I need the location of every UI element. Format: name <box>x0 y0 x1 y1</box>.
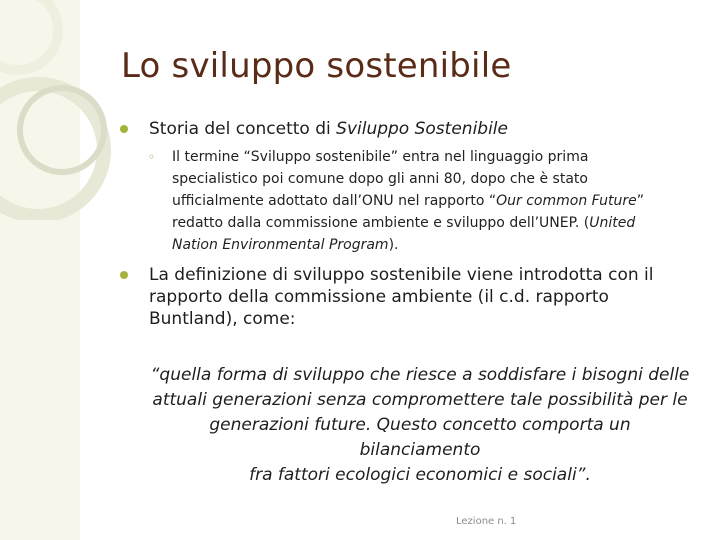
subbullet-line-2: specialistico poi comune dopo gli anni 80, dopo che è stato <box>172 171 588 187</box>
bullet-storia-italic: Sviluppo Sostenibile <box>336 119 508 139</box>
quote-line-1: “quella forma di sviluppo che riesce a soddisfare i bisogni delle <box>150 365 690 385</box>
deco-ring-outer <box>0 84 104 216</box>
definition-quote <box>150 363 690 488</box>
deco-ring-inner <box>20 88 104 172</box>
subbullet-line-3: ufficialmente adottato dall’ONU nel rapporto “Our common Future” <box>172 193 645 209</box>
quote-line-2: attuali generazioni senza compromettere tale possibilità per le <box>152 390 688 410</box>
bullet-dot-icon <box>120 125 128 133</box>
quote-line-3: generazioni future. Questo concetto comporta un bilanciamento <box>209 415 631 460</box>
quote-line-4: fra fattori ecologici economici e sociali”. <box>249 465 591 485</box>
bullet-storia-text: Storia del concetto di <box>149 119 337 139</box>
bullet-definizione-line-3: Buntland), come: <box>149 309 296 329</box>
bullet-definizione-line-2: rapporto della commissione ambiente (il c.d. rapporto <box>149 287 609 307</box>
slide-content <box>128 118 698 330</box>
slide-footer: Lezione n. 1 <box>456 516 517 527</box>
bullet-definizione-line-1: La definizione di sviluppo sostenibile viene introdotta con il <box>149 265 654 285</box>
bullet-storia <box>128 118 698 140</box>
subbullet-termine <box>148 146 698 256</box>
deco-ring-top <box>0 0 58 70</box>
slide-title: Lo sviluppo sostenibile <box>121 46 512 86</box>
ring-bullet-icon: ◦ <box>148 150 156 164</box>
bullet-dot-icon <box>120 271 128 279</box>
subbullet-line-4: redatto dalla commissione ambiente e sviluppo dell’UNEP. (United <box>172 215 636 231</box>
subbullet-line-1: Il termine “Sviluppo sostenibile” entra nel linguaggio prima <box>172 149 589 165</box>
bullet-definizione <box>128 264 698 330</box>
subbullet-line-5: Nation Environmental Program). <box>172 237 399 253</box>
